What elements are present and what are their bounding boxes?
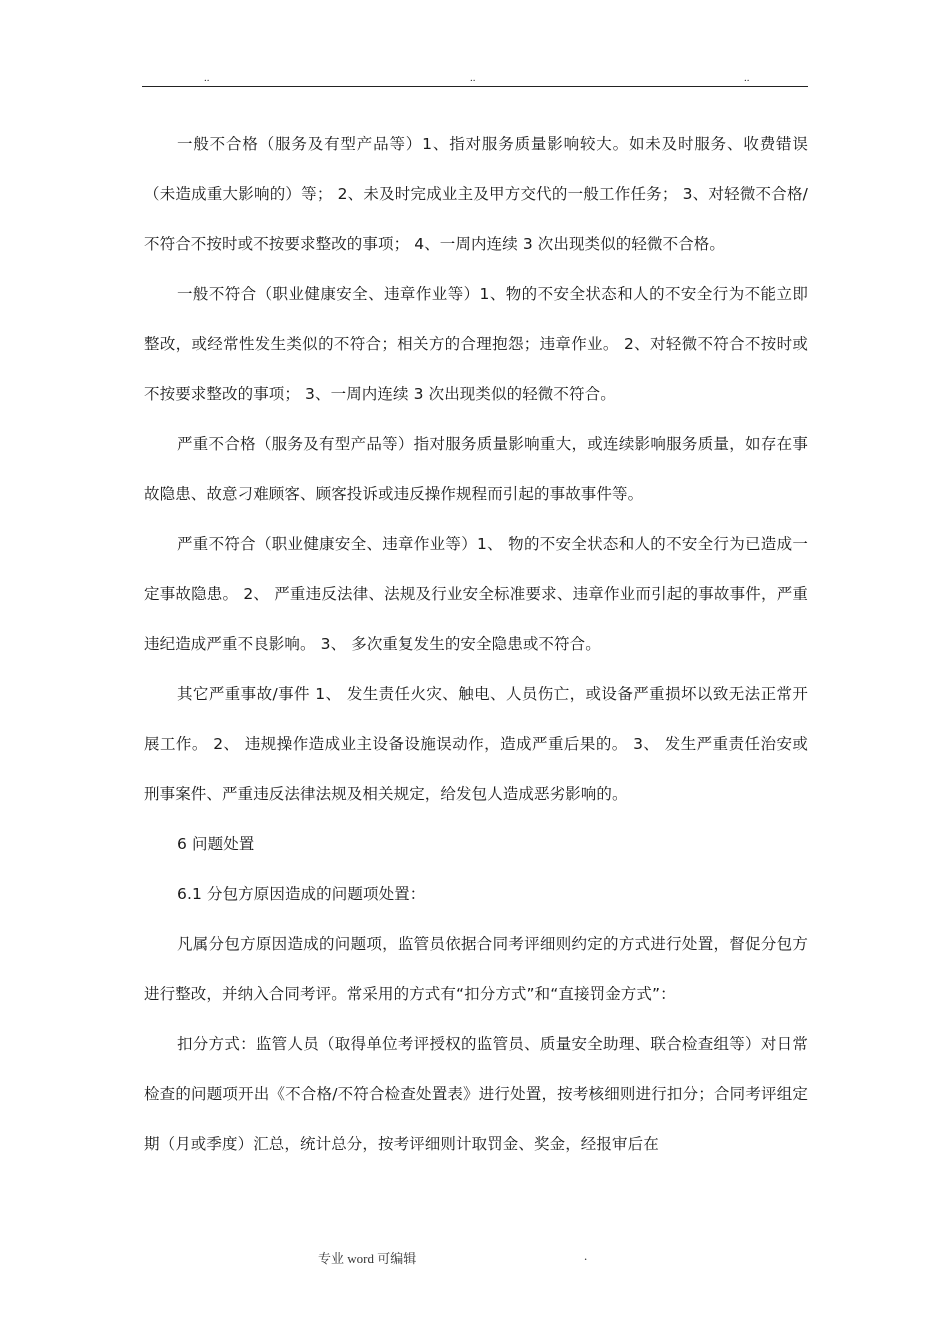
- header-divider: [142, 86, 808, 87]
- document-body: [144, 119, 808, 1169]
- header-mark-center: ..: [470, 72, 476, 84]
- paragraph-serious-nonconformity-service: 严重不合格（服务及有型产品等）指对服务质量影响重大，或连续影响服务质量，如存在事故隐患、故意刁难顾客、顾客投诉或违反操作规程而引起的事故事件等。: [144, 435, 808, 503]
- header-mark-left: ..: [204, 72, 210, 84]
- page-footer: [0, 1248, 950, 1268]
- paragraph-serious-nonconformity-safety: 严重不符合（职业健康安全、违章作业等）1、 物的不安全状态和人的不安全行为已造成一定事故隐患。 2、 严重违反法律、法规及行业安全标准要求、违章作业而引起的事故事件，严重违纪造成严重不良影响。 3、 多次重复发生的安全隐患或不符合。: [144, 535, 808, 653]
- paragraph-general-nonconformity-service: 一般不合格（服务及有型产品等）1、指对服务质量影响较大。如未及时服务、收费错误（未造成重大影响的）等； 2、未及时完成业主及甲方交代的一般工作任务； 3、对轻微不合格/不符合不按时或不按要求整改的事项； 4、一周内连续 3 次出现类似的轻微不合格。: [144, 135, 808, 253]
- footer-label: 专业 word 可编辑: [318, 1251, 417, 1266]
- footer-mark: .: [584, 1248, 588, 1263]
- paragraph-other-serious-incidents: 其它严重事故/事件 1、 发生责任火灾、触电、人员伤亡，或设备严重损坏以致无法正常开展工作。 2、 违规操作造成业主设备设施误动作，造成严重后果的。 3、 发生严重责任治安或刑事案件、严重违反法律法规及相关规定，给发包人造成恶劣影响的。: [144, 685, 808, 803]
- paragraph-subcontractor-handling: 凡属分包方原因造成的问题项，监管员依据合同考评细则约定的方式进行处置，督促分包方进行整改，并纳入合同考评。常采用的方式有“扣分方式”和“直接罚金方式”：: [144, 935, 808, 1003]
- page-header: [142, 72, 808, 86]
- section-heading-issue-handling: 6 问题处置: [177, 835, 255, 853]
- paragraph-general-nonconformity-safety: 一般不符合（职业健康安全、违章作业等）1、物的不安全状态和人的不安全行为不能立即整改，或经常性发生类似的不符合；相关方的合理抱怨；违章作业。 2、对轻微不符合不按时或不按要求整改的事项； 3、一周内连续 3 次出现类似的轻微不符合。: [144, 285, 808, 403]
- header-mark-right: ..: [744, 72, 750, 84]
- paragraph-deduction-method: 扣分方式：监管人员（取得单位考评授权的监管员、质量安全助理、联合检查组等）对日常检查的问题项开出《不合格/不符合检查处置表》进行处置，按考核细则进行扣分；合同考评组定期（月或季度）汇总，统计总分，按考评细则计取罚金、奖金，经报审后在: [144, 1035, 808, 1153]
- subsection-heading-subcontractor-issues: 6.1 分包方原因造成的问题项处置：: [177, 885, 426, 903]
